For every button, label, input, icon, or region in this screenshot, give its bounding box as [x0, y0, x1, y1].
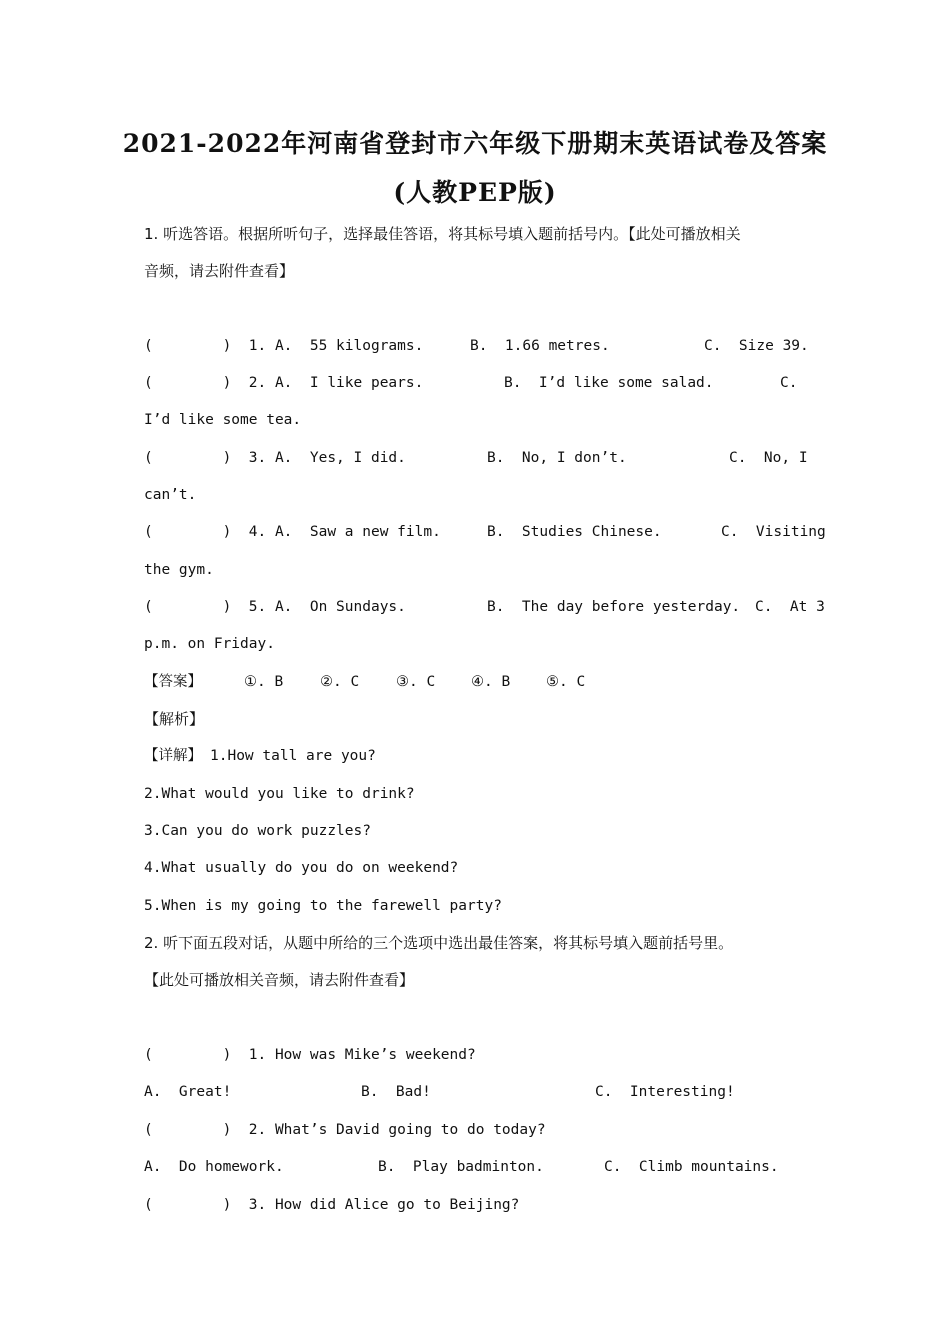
- q1-item-1-option-c: C. Size 39.: [704, 338, 809, 354]
- answer-4: ④. B: [471, 674, 511, 690]
- q1-item-2-cont: I’d like some tea.: [144, 412, 302, 428]
- q2-item-2-option-a: A. Do homework.: [144, 1159, 284, 1175]
- detail-line-5: 5.When is my going to the farewell party?: [144, 898, 502, 914]
- detail-label: 【详解】: [144, 748, 202, 764]
- q1-item-3-stem: ( ) 3. A. Yes, I did.: [144, 450, 406, 466]
- q1-item-4-stem: ( ) 4. A. Saw a new film.: [144, 524, 441, 540]
- q1-item-5-stem: ( ) 5. A. On Sundays.: [144, 599, 406, 615]
- answer-1: ①. B: [244, 674, 284, 690]
- q1-item-4-option-c: C. Visiting: [721, 524, 826, 540]
- q1-instruction-cont: 音频，请去附件查看】: [144, 262, 295, 280]
- q2-item-2-stem: ( ) 2. What’s David going to do today?: [144, 1122, 546, 1138]
- q1-instruction: 1. 听选答语。根据所听句子，选择最佳答语，将其标号填入题前括号内。【此处可播放相关: [144, 225, 741, 243]
- q2-item-2-option-b: B. Play badminton.: [378, 1159, 544, 1175]
- q1-item-2-option-c: C.: [780, 375, 798, 391]
- q1-item-3-option-c: C. No, I: [729, 450, 808, 466]
- q1-item-1-option-b: B. 1.66 metres.: [470, 338, 610, 354]
- q2-item-2-option-c: C. Climb mountains.: [604, 1159, 779, 1175]
- answer-2: ②. C: [320, 674, 360, 690]
- q2-item-1-option-b: B. Bad!: [361, 1084, 431, 1100]
- q1-item-3-option-b: B. No, I don’t.: [487, 450, 627, 466]
- q1-item-4-option-b: B. Studies Chinese.: [487, 524, 662, 540]
- q1-item-5-option-b: B. The day before yesterday.: [487, 599, 741, 615]
- q1-item-3-cont: can’t.: [144, 487, 197, 503]
- document-title-line2: (人教PEP版): [393, 178, 557, 207]
- q1-item-5-cont: p.m. on Friday.: [144, 636, 275, 652]
- answer-5: ⑤. C: [546, 674, 586, 690]
- q2-item-1-option-c: C. Interesting!: [595, 1084, 735, 1100]
- q1-item-2-stem: ( ) 2. A. I like pears.: [144, 375, 424, 391]
- detail-line-4: 4.What usually do you do on weekend?: [144, 860, 459, 876]
- detail-line-2: 2.What would you like to drink?: [144, 786, 415, 802]
- q2-item-1-option-a: A. Great!: [144, 1084, 232, 1100]
- q2-instruction: 2. 听下面五段对话，从题中所给的三个选项中选出最佳答案，将其标号填入题前括号里。: [144, 934, 734, 952]
- q1-item-1-stem: ( ) 1. A. 55 kilograms.: [144, 338, 424, 354]
- q1-item-5-option-c: C. At 3: [755, 599, 825, 615]
- analysis-label: 【解析】: [144, 710, 205, 728]
- q2-item-1-stem: ( ) 1. How was Mike’s weekend?: [144, 1047, 476, 1063]
- q2-item-3-stem: ( ) 3. How did Alice go to Beijing?: [144, 1197, 520, 1213]
- q2-instruction-cont: 【此处可播放相关音频，请去附件查看】: [144, 971, 415, 989]
- document-title-line1: 2021-2022年河南省登封市六年级下册期末英语试卷及答案: [122, 129, 828, 158]
- detail-line-3: 3.Can you do work puzzles?: [144, 823, 371, 839]
- q1-item-2-option-b: B. I’d like some salad.: [504, 375, 714, 391]
- detail-line-1: 1.How tall are you?: [210, 748, 376, 764]
- q1-item-4-cont: the gym.: [144, 562, 214, 578]
- answer-3: ③. C: [396, 674, 436, 690]
- answer-label: 【答案】: [144, 674, 202, 690]
